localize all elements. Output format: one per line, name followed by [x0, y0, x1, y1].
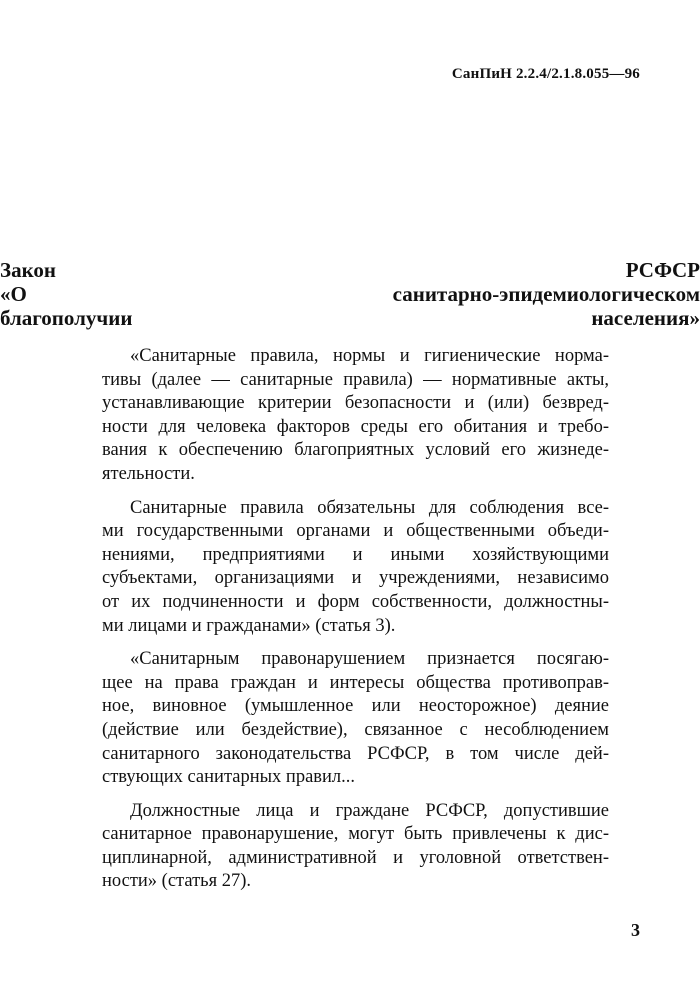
- text-line: щее на права граждан и интересы общества противоправ-: [102, 672, 609, 693]
- text-line: устанавливающие критерии безопасности и (или) безвред-: [102, 393, 609, 414]
- text-line: от их подчиненности и форм собственности, должностны-: [102, 591, 609, 612]
- text-line: Санитарные правила обязательны для соблюдения все-: [130, 497, 609, 518]
- paragraph-1: [102, 345, 609, 487]
- title-line-1: Закон РСФСР: [0, 258, 700, 282]
- text-line: «Санитарные правила, нормы и гигиенические норма-: [130, 346, 609, 366]
- text-line: вания к обеспечению благоприятных условий его жизнеде-: [102, 440, 609, 461]
- title-line-2: «О санитарно-эпидемиологическом: [0, 282, 700, 306]
- text-line: нениями, предприятиями и иными хозяйствующими: [102, 544, 609, 565]
- text-line: (действие или бездействие), связанное с несоблюдением: [102, 719, 609, 740]
- law-title: [0, 258, 700, 330]
- text-line: «Санитарным правонарушением признается посягаю-: [130, 649, 609, 670]
- text-line: ми государственными органами и общественными объеди-: [102, 521, 609, 542]
- text-line: ствующих санитарных правил...: [102, 767, 356, 788]
- text-line: санитарного законодательства РСФСР, в том числе дей-: [102, 743, 609, 764]
- text-line: субъектами, организациями и учреждениями, независимо: [102, 568, 609, 589]
- paragraph-2: [102, 497, 609, 639]
- title-line-3: благополучии населения»: [0, 306, 700, 330]
- text-line: циплинарной, административной и уголовной ответствен-: [102, 847, 609, 868]
- body-text: [102, 345, 609, 904]
- page-number: 3: [631, 920, 640, 940]
- text-line: ности для человека факторов среды его обитания и требо-: [102, 416, 609, 437]
- paragraph-3: [102, 648, 609, 790]
- text-line: Должностные лица и граждане РСФСР, допустившие: [130, 800, 609, 821]
- text-line: ности» (статья 27).: [102, 871, 252, 892]
- text-line: ятельности.: [102, 463, 195, 484]
- text-line: ми лицами и гражданами» (статья 3).: [102, 615, 396, 636]
- document-code: СанПиН 2.2.4/2.1.8.055—96: [451, 66, 640, 82]
- text-line: тивы (далее — санитарные правила) — нормативные акты,: [102, 369, 609, 390]
- paragraph-4: [102, 800, 609, 894]
- text-line: ное, виновное (умышленное или неосторожное) деяние: [102, 696, 609, 717]
- text-line: санитарное правонарушение, могут быть привлечены к дис-: [102, 824, 609, 845]
